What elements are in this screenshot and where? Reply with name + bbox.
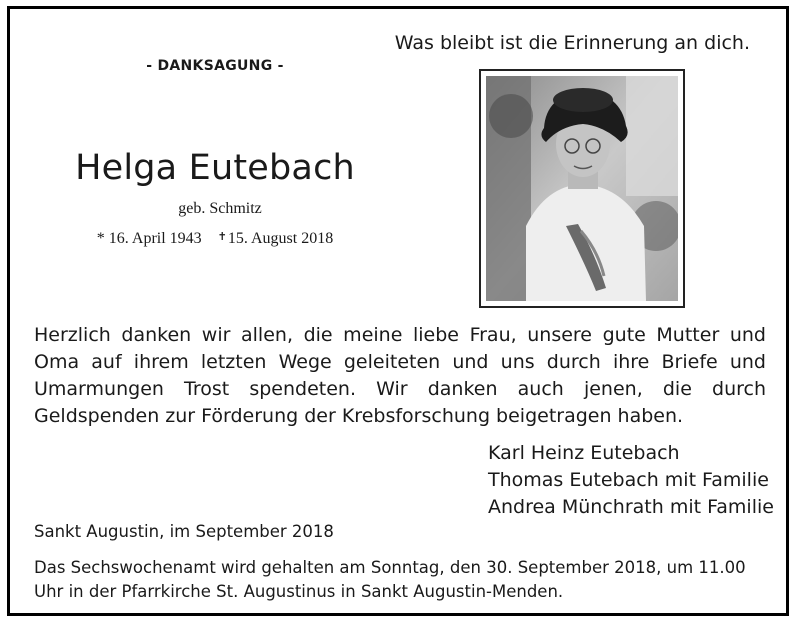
maiden-name: geb. Schmitz	[178, 200, 262, 217]
life-dates	[60, 230, 370, 248]
portrait-photo	[479, 69, 685, 308]
signer-name: Andrea Münchrath mit Familie	[488, 496, 774, 518]
signers-list	[488, 440, 778, 521]
deceased-name: Helga Eutebach	[75, 148, 355, 188]
place-and-date: Sankt Augustin, im September 2018	[34, 522, 334, 541]
cross-icon: ✝	[217, 231, 227, 243]
signer-name: Karl Heinz Eutebach	[488, 442, 680, 464]
service-notice: Das Sechswochenamt wird gehalten am Sonntag, den 30. September 2018, um 11.00 Uhr in der Pfarrkirche St. Augustinus in Sankt Augustin-Menden.	[34, 558, 746, 601]
memorial-quote: Was bleibt ist die Erinnerung an dich.	[394, 32, 750, 54]
birth-date: 16. April 1943	[108, 230, 202, 247]
born-symbol: *	[96, 230, 105, 247]
signer-name: Thomas Eutebach mit Familie	[488, 469, 769, 491]
notice-heading: - DANKSAGUNG -	[146, 58, 284, 74]
death-date: 15. August 2018	[227, 230, 334, 247]
portrait-image	[486, 76, 678, 301]
thanks-text: Herzlich danken wir allen, die meine liebe Frau, unsere gute Mutter und Oma auf ihrem letzten Wege geleiteten und uns durch ihre Briefe und Umarmungen Trost spendeten. Wir danken auch jenen, die durch Geldspenden zur Förderung der Krebsforschung beigetragen haben.	[34, 324, 766, 427]
